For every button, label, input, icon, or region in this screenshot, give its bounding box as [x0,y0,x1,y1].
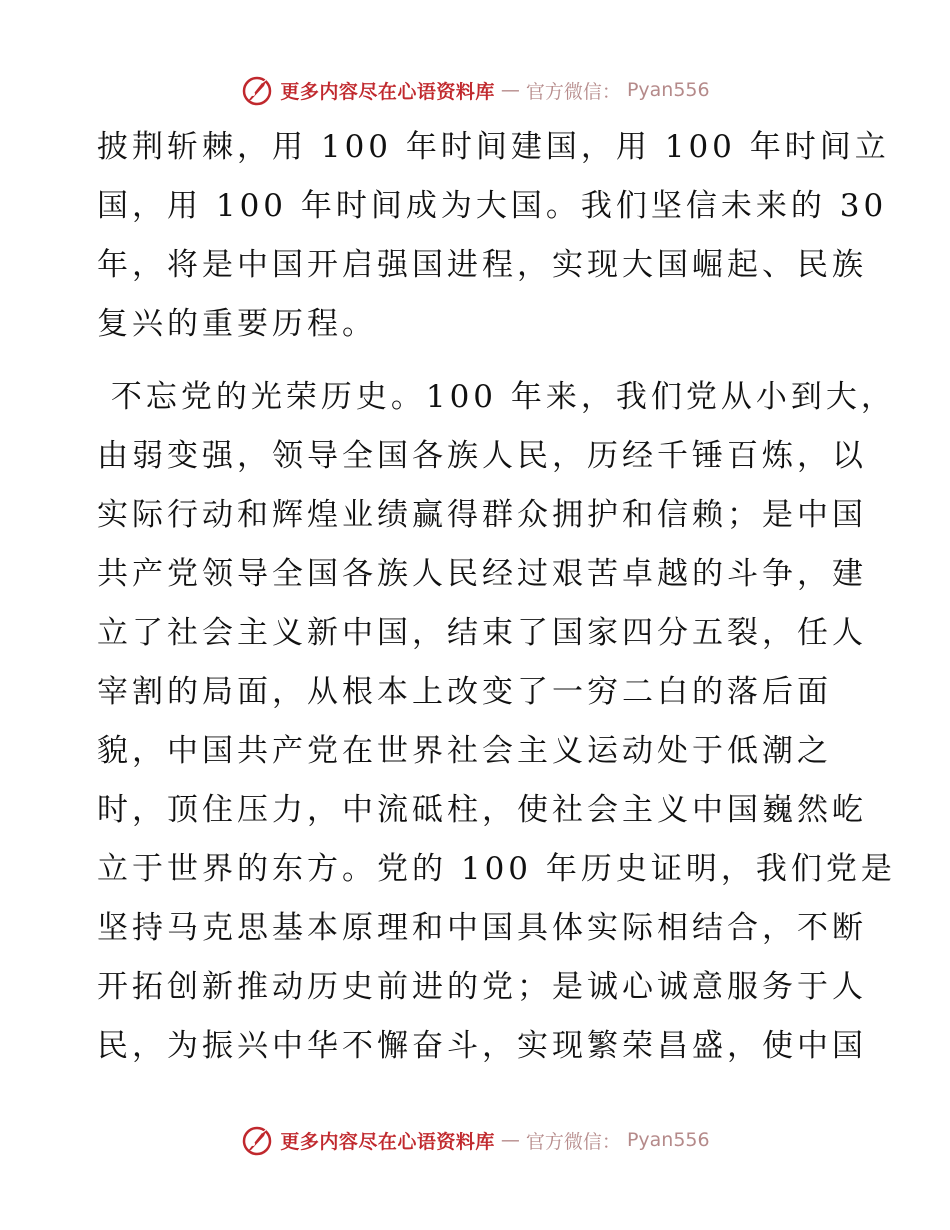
banner-wechat-label: 官方微信： [525,80,621,103]
footer-banner [0,1120,950,1160]
text-line: 国，用 100 年时间成为大国。我们坚信未来的 30 [97,188,888,224]
banner-separator: — [500,79,520,101]
paragraph [97,118,890,354]
text-line: 时，顶住压力，中流砥柱，使社会主义中国巍然屹 [97,792,867,828]
text-line: 披荆斩棘，用 100 年时间建国，用 100 年时间立 [97,129,890,165]
quill-pen-icon [240,73,274,107]
text-line: 不忘党的光荣历史。100 年来，我们党从小到大， [97,379,896,415]
text-line: 立了社会主义新中国，结束了国家四分五裂，任人 [97,615,867,651]
text-line: 开拓创新推动历史前进的党；是诚心诚意服务于人 [97,969,867,1005]
document-body [97,118,896,1076]
quill-pen-icon [240,1123,274,1157]
text-line: 实际行动和辉煌业绩赢得群众拥护和信赖；是中国 [97,497,867,533]
banner-separator: — [500,1129,520,1151]
text-line: 共产党领导全国各族人民经过艰苦卓越的斗争，建 [97,556,867,592]
banner-slogan: 更多内容尽在心语资料库 [280,1130,495,1153]
text-line: 宰割的局面，从根本上改变了一穷二白的落后面 [97,674,832,710]
banner-wechat-id: Pyan556 [626,1129,710,1151]
text-line: 貌，中国共产党在世界社会主义运动处于低潮之 [97,733,832,769]
text-line: 复兴的重要历程。 [97,306,377,342]
paragraph-spacer [97,354,857,368]
text-line: 年，将是中国开启强国进程，实现大国崛起、民族 [97,247,867,283]
text-line: 民，为振兴中华不懈奋斗，实现繁荣昌盛，使中国 [97,1028,867,1064]
text-line: 坚持马克思基本原理和中国具体实际相结合，不断 [97,910,867,946]
banner-slogan: 更多内容尽在心语资料库 [280,80,495,103]
paragraph [97,368,896,1076]
header-banner [0,70,950,110]
banner-wechat-label: 官方微信： [525,1130,621,1153]
banner-wechat-id: Pyan556 [626,79,710,101]
text-line: 由弱变强，领导全国各族人民，历经千锤百炼，以 [97,438,867,474]
text-line: 立于世界的东方。党的 100 年历史证明，我们党是 [97,851,896,887]
